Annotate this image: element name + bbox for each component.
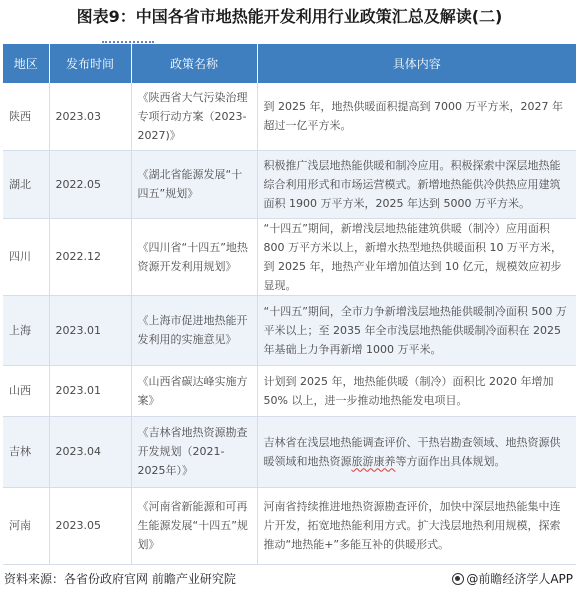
table-row bbox=[3, 83, 576, 150]
column-header-policy: 政策名称 bbox=[131, 44, 257, 83]
cell-policy: 《吉林省地热资源勘查开发规划（2021-2025年）》 bbox=[131, 416, 257, 487]
cell-date: 2023.01 bbox=[49, 295, 131, 365]
cell-content: “十四五”期间，新增浅层地热能建筑供暖（制冷）应用面积 800 万平方米以上，新增水热型地热供暖面积 10 万平方米，到 2025 年，地热产业年增加值达到 10 亿元，规模效应初步显现。 bbox=[257, 218, 576, 295]
brand-label: @前瞻经济学人APP bbox=[466, 572, 573, 586]
table-row bbox=[3, 150, 576, 218]
cell-region: 湖北 bbox=[3, 150, 49, 218]
policy-table bbox=[3, 44, 576, 565]
cell-date: 2022.05 bbox=[49, 150, 131, 218]
table-row bbox=[3, 365, 576, 416]
cell-date: 2023.01 bbox=[49, 365, 131, 416]
content-text: 等方面作出具体规划。 bbox=[395, 454, 506, 468]
cell-policy: 《湖北省能源发展“十四五”规划》 bbox=[131, 150, 257, 218]
cell-region: 山西 bbox=[3, 365, 49, 416]
spellcheck-marked-text: 旅游康养 bbox=[351, 454, 396, 468]
cell-content: 计划到 2025 年，地热能供暖（制冷）面积比 2020 年增加 50% 以上，进一步推动地热能发电项目。 bbox=[257, 365, 576, 416]
cell-policy: 《山西省碳达峰实施方案》 bbox=[131, 365, 257, 416]
brand-attribution bbox=[452, 570, 573, 587]
cell-policy: 《上海市促进地热能开发利用的实施意见》 bbox=[131, 295, 257, 365]
title-underline bbox=[102, 41, 154, 43]
cell-content: 积极推广浅层地热能供暖和制冷应用。积极探索中深层地热能综合利用形式和市场运营模式。新增地热能供冷供热应用建筑面积 1900 万平方米，2025 年达到 5000 万平方米。 bbox=[257, 150, 576, 218]
cell-region: 河南 bbox=[3, 487, 49, 564]
cell-region: 四川 bbox=[3, 218, 49, 295]
table-row bbox=[3, 487, 576, 564]
column-header-date: 发布时间 bbox=[49, 44, 131, 83]
column-header-content: 具体内容 bbox=[257, 44, 576, 83]
cell-date: 2023.05 bbox=[49, 487, 131, 564]
table-row bbox=[3, 416, 576, 487]
cell-content bbox=[257, 416, 576, 487]
content-text: 吉林省在浅层地热能调查评价、干热岩勘查领域、地热资源供暖领域和地热资源 bbox=[263, 435, 561, 468]
table-header-row bbox=[3, 44, 576, 83]
cell-policy: 《四川省“十四五”地热资源开发利用规划》 bbox=[131, 218, 257, 295]
cell-date: 2023.04 bbox=[49, 416, 131, 487]
cell-date: 2022.12 bbox=[49, 218, 131, 295]
cell-policy: 《河南省新能源和可再生能源发展“十四五”规划》 bbox=[131, 487, 257, 564]
cell-date: 2023.03 bbox=[49, 83, 131, 150]
cell-content: 到 2025 年，地热供暖面积提高到 7000 万平方米，2027 年超过一亿平方米。 bbox=[257, 83, 576, 150]
cell-content: 河南省持续推进地热资源勘查评价，加快中深层地热能集中连片开发，拓宽地热能利用方式。扩大浅层地热利用规模，探索推动“地热能+”多能互补的供暖形式。 bbox=[257, 487, 576, 564]
cell-region: 陕西 bbox=[3, 83, 49, 150]
table-row bbox=[3, 295, 576, 365]
cell-region: 吉林 bbox=[3, 416, 49, 487]
qianzhan-logo-icon bbox=[452, 573, 464, 585]
table-row bbox=[3, 218, 576, 295]
source-note: 资料来源：各省份政府官网 前瞻产业研究院 bbox=[4, 572, 236, 586]
column-header-region: 地区 bbox=[3, 44, 49, 83]
cell-policy: 《陕西省大气污染治理专项行动方案（2023-2027)》 bbox=[131, 83, 257, 150]
page-title: 图表9：中国各省市地热能开发利用行业政策汇总及解读(二) bbox=[76, 7, 503, 26]
cell-content: “十四五”期间，全市力争新增浅层地热能供暖制冷面积 500 万平米以上；至 2035 年全市浅层地热能供暖制冷面积在 2025 年基础上力争再新增 1000 万平米。 bbox=[257, 295, 576, 365]
cell-region: 上海 bbox=[3, 295, 49, 365]
